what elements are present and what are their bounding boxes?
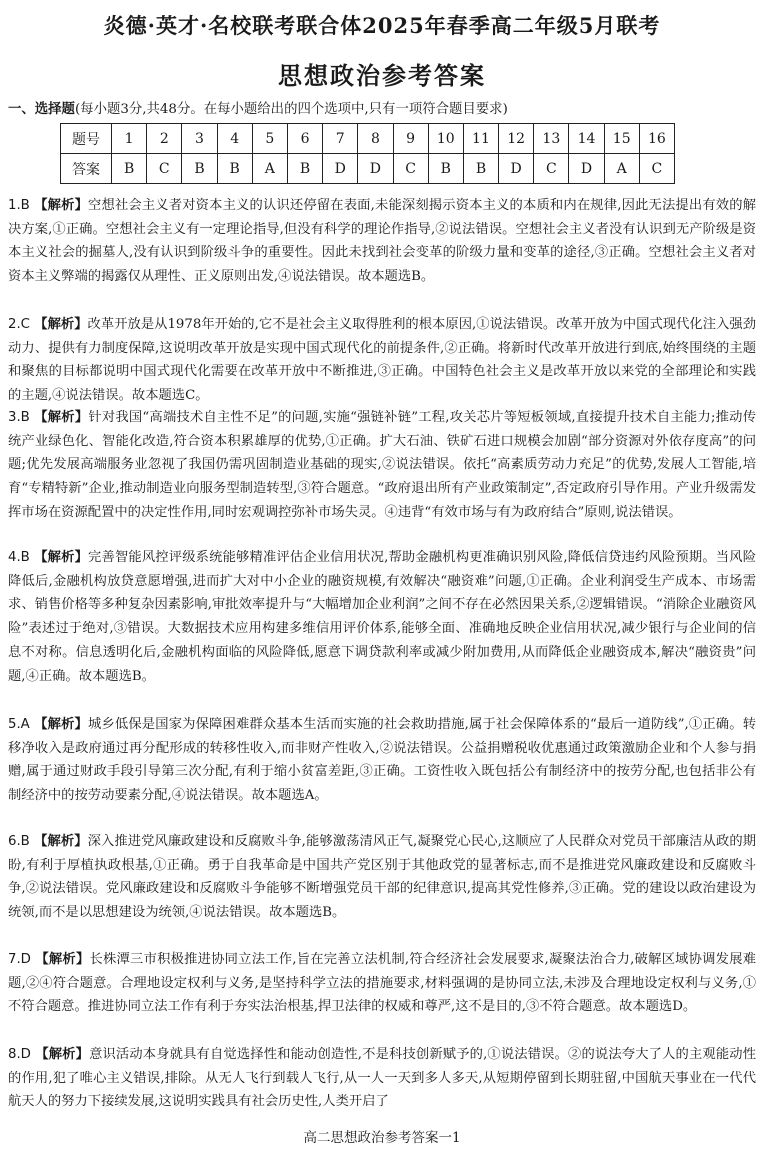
- item-number: 6.B: [8, 834, 30, 849]
- question-number-cell: 13: [534, 124, 569, 154]
- answer-explanation-8: [8, 1043, 756, 1114]
- explanation-text: 改革开放是从1978年开始的,它不是社会主义取得胜利的根本原因,①说法错误。改革开放为中国式现代化注入强劲动力、提供有力制度保障,这说明改革开放是实现中国式现代化的前提条件,②正确。将新时代改革开放进行到底,始终围绕的主题和聚焦的目标都说明中国式现代化需要在改革开放中不断推进,③正确。中国特色社会主义是改革开放以来党的全部理论和实践的主题,④说法错误。故本题选C。: [8, 317, 757, 404]
- answer-cell: D: [323, 154, 358, 184]
- explanation-text: 深入推进党风廉政建设和反腐败斗争,能够激荡清风正气,凝聚党心民心,这顺应了人民群众对党员干部廉洁从政的期盼,有利于厚植执政根基,①正确。勇于自我革命是中国共产党区别于其他政党的显著标志,而不是推进党风廉政建设和反腐败斗争,②说法错误。党风廉政建设和反腐败斗争能够不断增强党员干部的纪律意识,提高其党性修养,③正确。党的建设以政治建设为统领,而不是以思想建设为统领,④说法错误。故本题选B。: [8, 834, 756, 921]
- answer-cell: B: [287, 154, 322, 184]
- question-number-cell: 9: [393, 124, 428, 154]
- section-heading: [8, 98, 758, 117]
- answer-explanation-5: [8, 713, 756, 808]
- answer-cell: C: [639, 154, 674, 184]
- question-number-cell: 6: [287, 124, 322, 154]
- answer-explanation-3: [8, 406, 756, 525]
- explanation-text: 意识活动本身就具有自觉选择性和能动创造性,不是科技创新赋予的,①说法错误。②的说法夸大了人的主观能动性的作用,犯了唯心主义错误,排除。从无人飞行到载人飞行,从一人一天到多人多天,从短期停留到长期驻留,中国航天事业在一代代航天人的努力下接续发展,这说明实践具有社会历史性,人类开启了: [8, 1047, 757, 1110]
- answer-cell: A: [252, 154, 287, 184]
- analysis-tag: 【解析】: [34, 198, 89, 213]
- answer-cell: D: [358, 154, 393, 184]
- answer-explanation-7: [8, 948, 756, 1019]
- explanation-text: 空想社会主义者对资本主义的认识还停留在表面,未能深刻揭示资本主义的本质和内在规律,因此无法提出有效的解决方案,①正确。空想社会主义有一定理论指导,但没有科学的理论作指导,②说法错误。空想社会主义者没有认识到无产阶级是资本主义社会的掘墓人,没有认识到阶级斗争的重要性。因此未找到社会变革的阶级力量和变革的途径,③正确。空想社会主义者对资本主义弊端的揭露仅从理性、正义原则出发,④说法错误。故本题选B。: [8, 198, 756, 285]
- answer-cell: B: [217, 154, 252, 184]
- answer-cell: A: [604, 154, 639, 184]
- question-number-cell: 3: [182, 124, 217, 154]
- question-number-cell: 8: [358, 124, 393, 154]
- answer-cell: B: [182, 154, 217, 184]
- answer-cell: D: [499, 154, 534, 184]
- analysis-tag: 【解析】: [35, 952, 90, 967]
- table-row-answers: [61, 154, 675, 184]
- item-number: 3.B: [8, 410, 30, 425]
- table-row-numbers: [61, 124, 675, 154]
- analysis-tag: 【解析】: [34, 317, 88, 332]
- answer-cell: B: [463, 154, 498, 184]
- answer-cell: C: [534, 154, 569, 184]
- analysis-tag: 【解析】: [34, 717, 88, 732]
- question-number-cell: 4: [217, 124, 252, 154]
- question-number-cell: 7: [323, 124, 358, 154]
- answer-explanation-2: [8, 313, 756, 408]
- question-number-cell: 14: [569, 124, 604, 154]
- item-number: 2.C: [8, 317, 30, 332]
- question-number-cell: 1: [112, 124, 147, 154]
- question-number-cell: 16: [639, 124, 674, 154]
- answer-cell: D: [569, 154, 604, 184]
- answer-cell: B: [112, 154, 147, 184]
- analysis-tag: 【解析】: [34, 834, 88, 849]
- question-number-cell: 10: [428, 124, 463, 154]
- item-number: 8.D: [8, 1047, 31, 1062]
- section-label: 一、选择题: [8, 102, 75, 117]
- answer-explanation-1: [8, 194, 756, 289]
- answer-cell: C: [393, 154, 428, 184]
- table-header-cell: 答案: [61, 154, 112, 184]
- explanation-text: 针对我国“高端技术自主性不足”的问题,实施“强链补链”工程,攻关芯片等短板领域,直接提升技术自主能力;推动传统产业绿色化、智能化改造,符合资本积累雄厚的优势,①正确。扩大石油、铁矿石进口规模会加剧“部分资源对外依存度高”的问题;优先发展高端服务业忽视了我国仍需巩固制造业基础的现实,②说法错误。依托“高素质劳动力充足”的优势,发展人工智能,培育“专精特新”企业,推动制造业向服务型制造转型,③符合题意。“政府退出所有产业政策制定”,否定政府引导作用。产业升级需发挥市场在资源配置中的决定性作用,同时宏观调控弥补市场失灵。④违背“有效市场与有为政府结合”原则,说法错误。: [8, 410, 757, 520]
- answer-cell: B: [428, 154, 463, 184]
- item-number: 1.B: [8, 198, 30, 213]
- question-number-cell: 15: [604, 124, 639, 154]
- item-number: 5.A: [8, 717, 30, 732]
- analysis-tag: 【解析】: [35, 1047, 90, 1062]
- answer-cell: C: [147, 154, 182, 184]
- question-number-cell: 12: [499, 124, 534, 154]
- item-number: 7.D: [8, 952, 31, 967]
- explanation-text: 长株潭三市积极推进协同立法工作,旨在完善立法机制,符合经济社会发展要求,凝聚法治合力,破解区域协调发展难题,②④符合题意。合理地设定权利与义务,是坚持科学立法的措施要求,材料强调的是协同立法,未涉及合理地设定权利与义务,①不符合题意。推进协同立法工作有利于夯实法治根基,捍卫法律的权威和尊严,这不是目的,③不符合题意。故本题选D。: [8, 952, 757, 1015]
- answer-explanation-6: [8, 830, 756, 925]
- section-instructions: (每小题3分,共48分。在每小题给出的四个选项中,只有一项符合题目要求): [74, 102, 508, 117]
- exam-title: 炎德·英才·名校联考联合体2025年春季高二年级5月联考: [103, 13, 661, 38]
- analysis-tag: 【解析】: [34, 410, 89, 425]
- question-number-cell: 2: [147, 124, 182, 154]
- answer-table: [60, 123, 675, 184]
- explanation-text: 完善智能风控评级系统能够精准评估企业信用状况,帮助金融机构更准确识别风险,降低信贷违约风险预期。当风险降低后,金融机构放贷意愿增强,进而扩大对中小企业的融资规模,有效解决“融资难”问题,①正确。企业利润受生产成本、市场需求、销售价格等多种复杂因素影响,审批效率提升与“大幅增加企业利润”之间不存在必然因果关系,②逻辑错误。“消除企业融资风险”表述过于绝对,③错误。大数据技术应用构建多维信用评价体系,能够全面、准确地反映企业信用状况,减少银行与企业间的信息不对称。信息透明化后,金融机构面临的风险降低,愿意下调贷款利率或减少附加费用,从而降低企业融资成本,解决“融资贵”问题,④正确。故本题选B。: [8, 550, 756, 684]
- table-header-cell: 题号: [61, 124, 112, 154]
- question-number-cell: 5: [252, 124, 287, 154]
- page-footer: 高二思想政治参考答案一1: [303, 1130, 461, 1146]
- item-number: 4.B: [8, 550, 30, 565]
- analysis-tag: 【解析】: [34, 550, 89, 565]
- question-number-cell: 11: [463, 124, 498, 154]
- answer-explanation-4: [8, 546, 756, 688]
- document-subtitle: 思想政治参考答案: [278, 61, 486, 90]
- explanation-text: 城乡低保是国家为保障困难群众基本生活而实施的社会救助措施,属于社会保障体系的“最后一道防线”,①正确。转移净收入是政府通过再分配形成的转移性收入,而非财产性收入,②说法错误。公益捐赠税收优惠通过政策激励企业和个人参与捐赠,属于通过财政手段引导第三次分配,有利于缩小贫富差距,③正确。工资性收入既包括公有制经济中的按劳分配,也包括非公有制经济中的按劳动要素分配,④说法错误。故本题选A。: [8, 717, 756, 804]
